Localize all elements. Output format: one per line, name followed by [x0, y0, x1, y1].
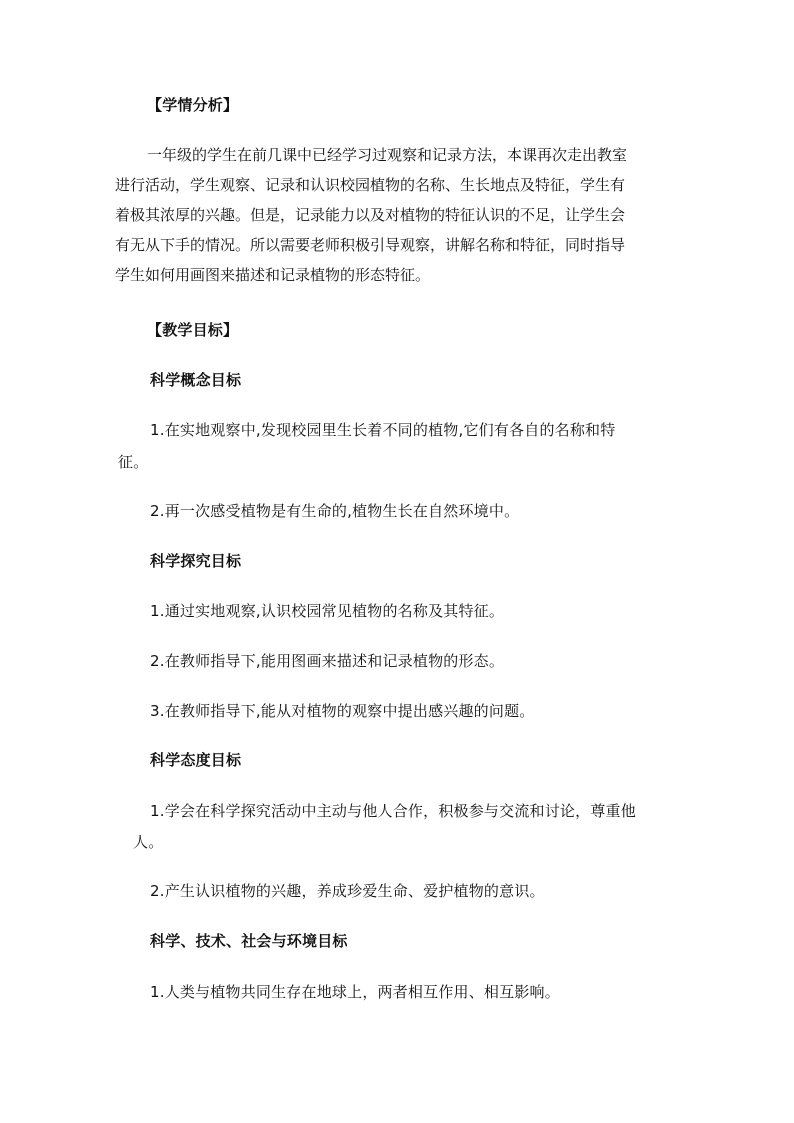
inquiry-item-3: 3.在教师指导下,能从对植物的观察中提出感兴趣的问题。 — [150, 702, 535, 720]
section-title-teaching-goals: 【教学目标】 — [147, 321, 239, 339]
paragraph-line: 着极其浓厚的兴趣。但是，记录能力以及对植物的特征认识的不足，让学生会 — [115, 206, 626, 224]
inquiry-item-2: 2.在教师指导下,能用图画来描述和记录植物的形态。 — [150, 652, 505, 670]
learning-analysis-paragraph — [115, 140, 663, 290]
paragraph-line: 有无从下手的情况。所以需要老师积极引导观察，讲解名称和特征，同时指导 — [115, 236, 626, 254]
stse-item-1: 1.人类与植物共同生存在地球上，两者相互作用、相互影响。 — [150, 983, 560, 1001]
attitude-item-1-line-1: 1.学会在科学探究活动中主动与他人合作，积极参与交流和讨论，尊重他 — [150, 802, 636, 820]
concept-item-1-line-1: 1.在实地观察中,发现校园里生长着不同的植物,它们有各自的名称和特 — [150, 421, 616, 439]
paragraph-line: 进行活动，学生观察、记录和认识校园植物的名称、生长地点及特征，学生有 — [115, 176, 626, 194]
subsection-title-stse: 科学、技术、社会与环境目标 — [150, 932, 348, 950]
subsection-title-concept: 科学概念目标 — [150, 371, 242, 389]
section-title-learning-analysis: 【学情分析】 — [147, 96, 239, 114]
subsection-title-inquiry: 科学探究目标 — [150, 552, 242, 570]
concept-item-1-line-2: 征。 — [118, 453, 149, 471]
attitude-item-2: 2.产生认识植物的兴趣，养成珍爱生命、爱护植物的意识。 — [150, 882, 545, 900]
inquiry-item-1: 1.通过实地观察,认识校园常见植物的名称及其特征。 — [150, 602, 505, 620]
paragraph-line: 一年级的学生在前几课中已经学习过观察和记录方法，本课再次走出教室 — [147, 146, 628, 164]
subsection-title-attitude: 科学态度目标 — [150, 751, 242, 769]
attitude-item-1-line-2: 人。 — [133, 833, 164, 851]
concept-item-2: 2.再一次感受植物是有生命的,植物生长在自然环境中。 — [150, 502, 520, 520]
paragraph-line: 学生如何用画图来描述和记录植物的形态特征。 — [115, 266, 431, 284]
